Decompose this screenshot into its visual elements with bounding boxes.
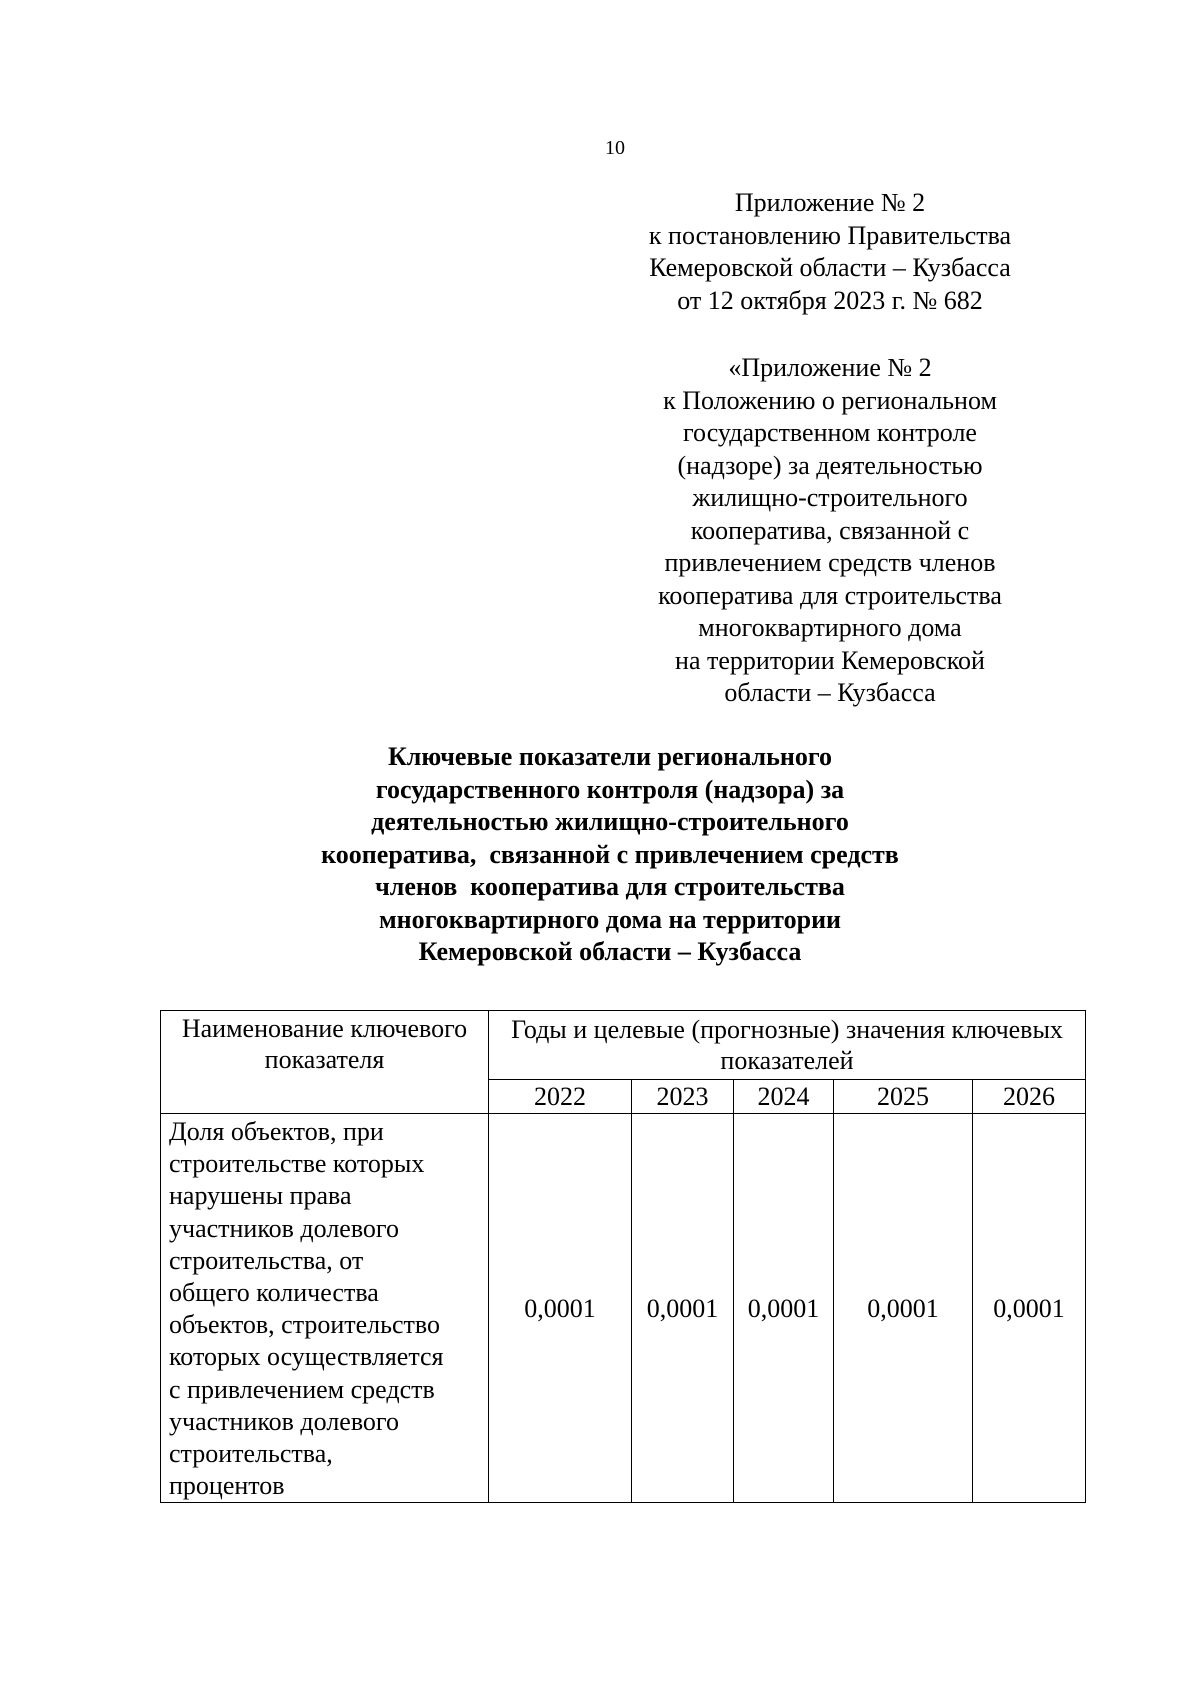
value-cell-2024: 0,0001 [734, 1114, 834, 1503]
indicator-name-line: процентов [169, 1471, 285, 1501]
value-cell-2022: 0,0001 [489, 1114, 632, 1503]
document-title [250, 741, 970, 969]
page-number: 10 [605, 137, 625, 159]
appendix-quote-line: многоквартирного дома [698, 613, 962, 642]
title-line: Ключевые показатели регионального [387, 742, 833, 771]
appendix-quote-line: области – Кузбасса [724, 678, 936, 707]
indicator-name-line: объектов, строительство [169, 1310, 441, 1340]
indicator-name-line: строительства, [169, 1439, 333, 1469]
appendix-header [600, 187, 1060, 317]
title-line: государственного контроля (надзора) за [375, 774, 845, 804]
indicator-name-line: которых осуществляется [169, 1342, 444, 1372]
year-header-cell: 2022 [489, 1080, 632, 1114]
indicator-name-cell [161, 1114, 489, 1503]
appendix-quote-line: к Положению о региональном [663, 385, 997, 415]
appendix-quote-line: (надзоре) за деятельностью [677, 450, 983, 480]
appendix-quote-line: кооператива, связанной с [690, 515, 970, 545]
table-header-row [161, 1011, 1086, 1080]
appendix-header-line: Приложение № 2 [734, 188, 926, 217]
title-line: многоквартирного дома на территории [378, 904, 842, 934]
appendix-quote-line: на территории Кемеровской [675, 645, 985, 675]
indicator-name-line: общего количества [169, 1278, 379, 1308]
appendix-quote [600, 352, 1060, 710]
appendix-header-line: от 12 октября 2023 г. № 682 [677, 285, 983, 315]
title-line: кооператива, связанной с привлечением средств [321, 839, 899, 869]
indicator-name-line: Доля объектов, при [169, 1117, 384, 1146]
indicator-name-line: участников долевого [169, 1406, 399, 1436]
appendix-header-line: к постановлению Правительства [648, 220, 1012, 250]
indicator-name-header: Наименование ключевого показателя [161, 1011, 489, 1114]
title-line: Кемеровской области – Кузбасса [418, 937, 802, 966]
year-header-cell: 2026 [973, 1080, 1086, 1114]
appendix-quote-line: жилищно-строительного [692, 483, 968, 512]
year-header-cell: 2025 [834, 1080, 973, 1114]
indicator-name-line: строительстве которых [169, 1149, 425, 1179]
appendix-quote-line: «Приложение № 2 [728, 353, 932, 382]
value-cell-2023: 0,0001 [632, 1114, 734, 1503]
value-cell-2026: 0,0001 [973, 1114, 1086, 1503]
key-indicators-table [160, 1010, 1086, 1503]
appendix-quote-line: привлечением средств членов [664, 548, 996, 577]
title-line: деятельностью жилищно-строительного [371, 807, 849, 836]
indicator-name-line: строительства, от [169, 1245, 364, 1275]
appendix-quote-line: государственном контроле [683, 418, 977, 447]
appendix-header-line: Кемеровской области – Кузбасса [649, 253, 1011, 282]
table-row [161, 1114, 1086, 1503]
year-header-cell: 2023 [632, 1080, 734, 1114]
indicator-name-line: с привлечением средств [169, 1374, 435, 1404]
indicator-name-line: участников долевого [169, 1213, 399, 1243]
appendix-quote-line: кооператива для строительства [658, 580, 1002, 610]
indicator-name-line: нарушены права [169, 1181, 352, 1211]
year-header-cell: 2024 [734, 1080, 834, 1114]
years-header: Годы и целевые (прогнозные) значения ключевых показателей [489, 1011, 1086, 1080]
value-cell-2025: 0,0001 [834, 1114, 973, 1503]
title-line: членов кооператива для строительства [375, 872, 845, 901]
